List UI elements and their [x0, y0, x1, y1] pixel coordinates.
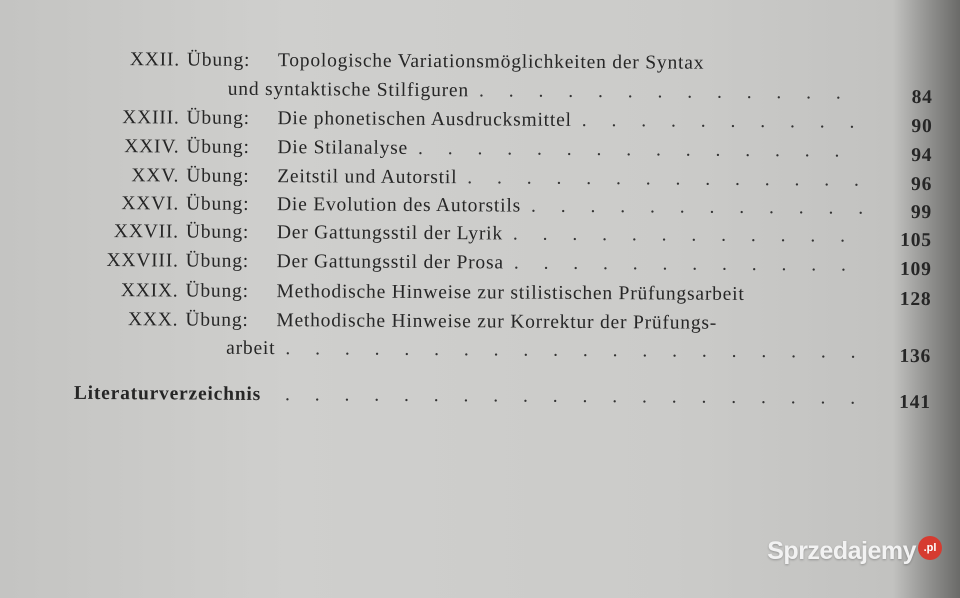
toc-entry — [0, 246, 959, 280]
toc-entry — [0, 45, 960, 79]
entry-numeral: XXIV. — [124, 136, 180, 158]
entry-label: Übung: — [186, 165, 250, 187]
entry-label: Übung: — [186, 107, 250, 129]
entry-numeral: XXII. — [129, 49, 181, 71]
toc-entry — [0, 217, 959, 251]
toc-entry — [0, 132, 959, 166]
leader-dots — [514, 250, 863, 280]
entry-title-continuation: arbeit — [226, 337, 276, 360]
bibliography-page: 141 — [899, 391, 931, 414]
toc-entry-continuation — [0, 74, 960, 108]
entry-numeral: XXVIII. — [106, 250, 179, 272]
leader-dots — [513, 221, 863, 251]
leader-dots — [467, 164, 863, 194]
entry-label: Übung: — [185, 309, 249, 331]
entry-title: Zeitstil und Autorstil — [277, 166, 458, 189]
entry-page: 136 — [899, 345, 932, 368]
entry-numeral: XXX. — [127, 309, 179, 331]
entry-page: 84 — [911, 86, 933, 109]
entry-label: Übung: — [186, 136, 250, 158]
bibliography-title: Literaturverzeichnis — [73, 382, 262, 405]
entry-title: Der Gattungsstil der Lyrik — [276, 222, 504, 245]
watermark-logo: Sprzedajemy — [767, 537, 916, 565]
toc-entry — [0, 276, 959, 310]
entry-page: 96 — [911, 173, 933, 196]
watermark-badge: .pl — [918, 536, 942, 560]
entry-label: Übung: — [185, 280, 249, 302]
entry-title: Die phonetischen Ausdrucksmittel — [277, 108, 572, 131]
entry-label: Übung: — [185, 250, 250, 272]
watermark — [767, 536, 942, 566]
entry-title: Methodische Hinweise zur stilistischen Prüfungsarbeit — [276, 281, 745, 305]
entry-page: 94 — [911, 144, 933, 167]
leader-dots — [285, 335, 862, 367]
entry-title: Der Gattungsstil der Prosa — [276, 251, 504, 274]
entry-page: 109 — [899, 258, 932, 281]
entry-label: Übung: — [186, 49, 251, 71]
entry-page: 128 — [899, 288, 932, 311]
leader-dots — [582, 107, 864, 137]
leader-dots — [418, 135, 864, 166]
toc-bibliography — [0, 379, 958, 413]
leader-dots — [285, 381, 862, 413]
entry-numeral: XXV. — [131, 165, 180, 187]
toc-entry-continuation — [0, 333, 958, 367]
entry-label: Übung: — [185, 193, 250, 215]
leader-dots — [479, 77, 864, 107]
entry-title-continuation: und syntaktische Stilfiguren — [227, 78, 470, 102]
entry-numeral: XXVII. — [113, 221, 179, 243]
entry-page: 90 — [911, 115, 933, 138]
entry-title: Methodische Hinweise zur Korrektur der Prüfungs- — [276, 310, 718, 334]
entry-page: 105 — [900, 229, 932, 252]
leader-dots — [531, 193, 863, 223]
toc-entry — [0, 103, 960, 137]
entry-page: 99 — [910, 201, 933, 224]
entry-label: Übung: — [185, 221, 250, 243]
entry-title: Topologische Variationsmöglichkeiten der Syntax — [277, 50, 705, 74]
entry-numeral: XXIX. — [120, 280, 179, 302]
entry-numeral: XXVI. — [121, 193, 180, 215]
entry-numeral: XXIII. — [122, 107, 180, 129]
entry-title: Die Stilanalyse — [277, 137, 409, 159]
entry-title: Die Evolution des Autorstils — [276, 194, 522, 217]
